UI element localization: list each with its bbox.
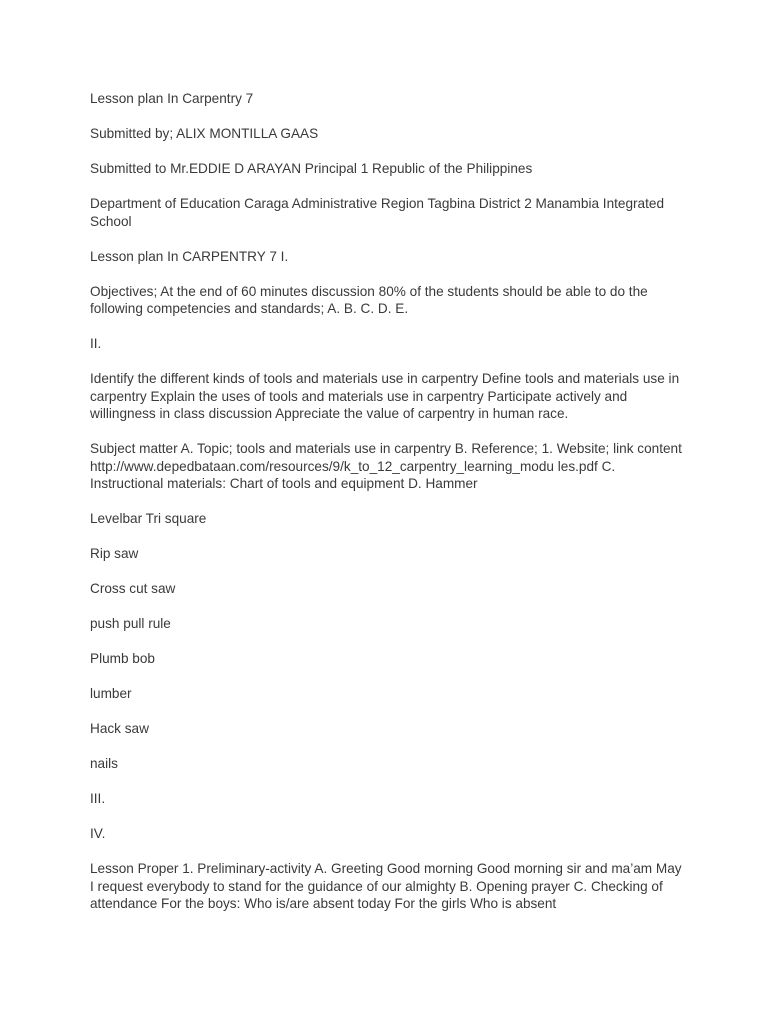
tool-item-plumb-bob: Plumb bob (90, 651, 155, 666)
lesson-proper-paragraph: Lesson Proper 1. Preliminary-activity A. Greeting Good morning Good morning sir and ma’am May I request everybody to stand for the guidance of our almighty B. Opening prayer C. Checking of attendance For the boys: Who is/are absent today For the girls Who is absent (90, 861, 682, 911)
section-two-marker: II. (90, 336, 102, 351)
tool-item-nails: nails (90, 756, 118, 771)
tool-item-lumber: lumber (90, 686, 132, 701)
lesson-plan-heading: Lesson plan In CARPENTRY 7 I. (90, 248, 289, 264)
objectives-list-paragraph: Identify the different kinds of tools and materials use in carpentry Define tools and materials use in carpentry Explain the uses of tools and materials use in carpentry Participate actively and willingness in class discussion Appreciate the value of carpentry in human race. (90, 371, 680, 421)
lesson-plan-title: Lesson plan In Carpentry 7 (90, 91, 254, 106)
submitted-to: Submitted to Mr.EDDIE D ARAYAN Principal 1 Republic of the Philippines (90, 161, 533, 176)
tool-item-rip-saw: Rip saw (90, 546, 139, 561)
subject-matter-paragraph: Subject matter A. Topic; tools and materials use in carpentry B. Reference; 1. Website; link content http://www.depedbataan.com/resources/9/k_to_12_carpentry_learning_modu les.pdf C. Instructional materials: Chart of tools and equipment D. Hammer (90, 441, 682, 491)
school-department: Department of Education Caraga Administrative Region Tagbina District 2 Manambia Integrated School (90, 196, 665, 229)
section-four-marker: IV. (90, 826, 106, 841)
tool-item-push-pull-rule: push pull rule (90, 616, 171, 631)
section-three-marker: III. (90, 791, 106, 806)
tool-item-hack-saw: Hack saw (90, 721, 149, 736)
tool-item-levelbar: Levelbar Tri square (90, 511, 207, 526)
submitted-by: Submitted by; ALIX MONTILLA GAAS (90, 126, 319, 141)
objectives-paragraph: Objectives; At the end of 60 minutes discussion 80% of the students should be able to do the following competencies and standards; A. B. C. D. E. (90, 283, 648, 316)
tool-item-cross-cut-saw: Cross cut saw (90, 581, 176, 596)
